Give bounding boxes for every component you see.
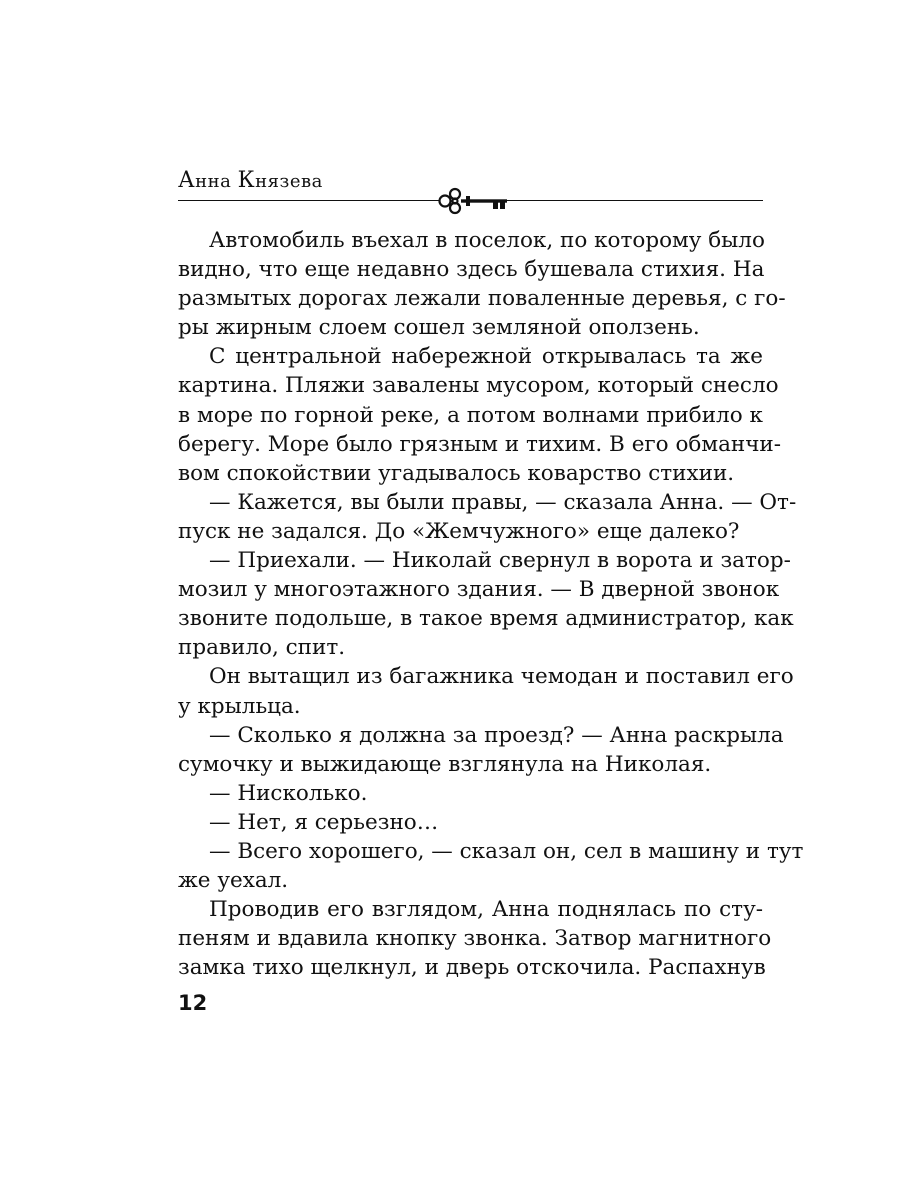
text-line: правило, спит. — [178, 635, 346, 661]
text-line: размытых дорогах лежали поваленные деревья, с го- — [178, 286, 786, 312]
header-rule-left — [178, 200, 440, 201]
running-head-author: Анна Князева — [178, 168, 323, 193]
text-line: — Приехали. — Николай свернул в ворота и затор- — [209, 548, 791, 574]
text-line: — Нисколько. — [209, 780, 368, 806]
text-line: — Всего хорошего, — сказал он, сел в машину и тут — [209, 838, 804, 864]
key-icon — [436, 187, 510, 215]
text-line: — Нет, я серьезно… — [209, 809, 439, 835]
text-line: видно, что еще недавно здесь бушевала стихия. На — [178, 257, 765, 283]
text-line: Проводив его взглядом, Анна поднялась по сту- — [209, 897, 763, 923]
text-line: — Сколько я должна за проезд? — Анна раскрыла — [209, 722, 784, 748]
text-line: берегу. Море было грязным и тихим. В его обманчи- — [178, 431, 782, 457]
text-line: пеням и вдавила кнопку звонка. Затвор магнитного — [178, 926, 772, 952]
text-line: звоните подольше, в такое время администратор, как — [178, 606, 794, 632]
text-line: мозил у многоэтажного здания. — В дверной звонок — [178, 577, 780, 603]
text-line: же уехал. — [178, 868, 289, 894]
text-line: вом спокойствии угадывалось коварство стихии. — [178, 460, 735, 486]
text-line: картина. Пляжи завалены мусором, который снесло — [178, 373, 779, 399]
text-line: сумочку и выжидающе взглянула на Николая. — [178, 751, 712, 777]
text-line: Автомобиль въехал в поселок, по которому было — [209, 228, 765, 253]
text-line: — Кажется, вы были правы, — сказала Анна. — От- — [209, 489, 797, 515]
body-text — [178, 226, 804, 982]
text-line: пуск не задался. До «Жемчужного» еще далеко? — [178, 518, 740, 544]
text-line: у крыльца. — [178, 693, 301, 719]
text-line: С центральной набережной открывалась та же — [209, 344, 763, 370]
text-line: Он вытащил из багажника чемодан и поставил его — [209, 664, 794, 690]
page-number: 12 — [178, 991, 208, 1015]
header-rule-right — [506, 200, 763, 201]
text-line: в море по горной реке, а потом волнами прибило к — [178, 402, 763, 428]
text-line: ры жирным слоем сошел земляной оползень. — [178, 315, 700, 341]
text-line: замка тихо щелкнул, и дверь отскочила. Распахнув — [178, 955, 766, 981]
